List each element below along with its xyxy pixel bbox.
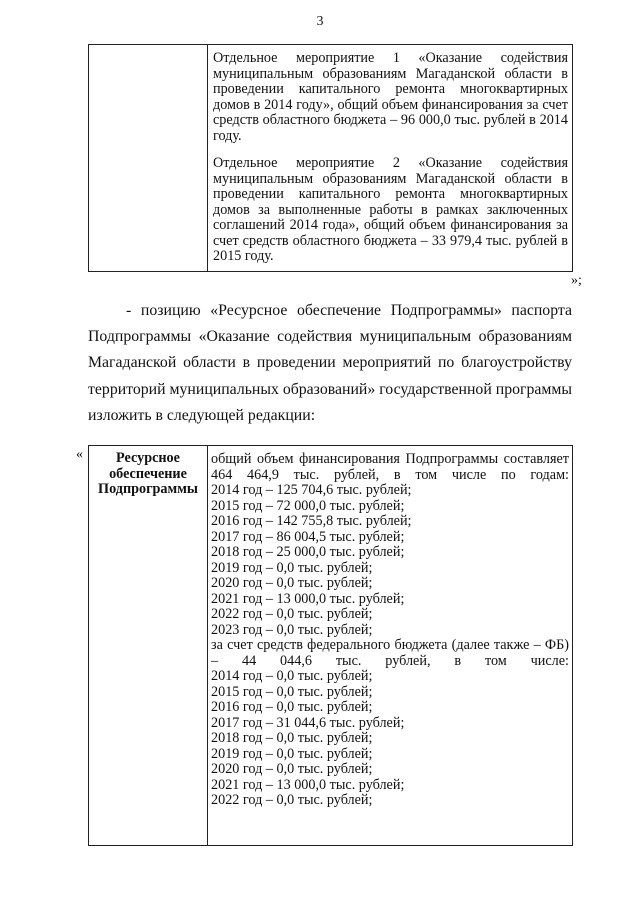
year-fb-line: 2015 год – 0,0 тыс. рублей; <box>211 683 373 700</box>
opening-quote: « <box>76 447 83 462</box>
closing-quote: »; <box>571 273 582 288</box>
body-line: Подпрограммы «Оказание содействия муниципальным образованиям <box>88 328 572 346</box>
years-fb-list <box>211 669 569 809</box>
year-total-line: 2019 год – 0,0 тыс. рублей; <box>211 559 373 576</box>
event-1-text: Отдельное мероприятие 1 «Оказание содействия муниципальным образованиям Магаданской области в проведении капитального ремонта многоквартирных домов в 2014 году», общий объем финансирования за счет средств областного бюджета – 96 000,0 тыс. рублей в 2014 году. <box>213 50 568 144</box>
table-label-cell-empty <box>89 45 208 272</box>
table-content-cell <box>208 45 573 272</box>
year-total-line: 2021 год – 13 000,0 тыс. рублей; <box>211 590 405 607</box>
year-total-line: 2022 год – 0,0 тыс. рублей; <box>211 606 373 622</box>
year-total-line: 2018 год – 25 000,0 тыс. рублей; <box>211 544 405 560</box>
year-fb-line: 2018 год – 0,0 тыс. рублей; <box>211 730 373 746</box>
year-fb-line: 2017 год – 31 044,6 тыс. рублей; <box>211 714 405 731</box>
body-line: - позицию «Ресурсное обеспечение Подпрограммы» паспорта <box>126 302 572 319</box>
year-fb-line: 2021 год – 13 000,0 тыс. рублей; <box>211 776 405 793</box>
resource-content-cell <box>208 446 573 846</box>
year-fb-line: 2019 год – 0,0 тыс. рублей; <box>211 745 373 762</box>
year-total-line: 2015 год – 72 000,0 тыс. рублей; <box>211 497 405 514</box>
year-total-line: 2020 год – 0,0 тыс. рублей; <box>211 575 373 591</box>
year-fb-line: 2016 год – 0,0 тыс. рублей; <box>211 699 373 715</box>
year-total-line: 2014 год – 125 704,6 тыс. рублей; <box>211 482 412 498</box>
passport-table-events <box>88 44 573 272</box>
body-line: изложить в следующей редакции: <box>88 406 316 424</box>
passport-table-resources <box>88 445 573 846</box>
resource-label-cell: Ресурсное обеспечение Подпрограммы <box>89 446 208 846</box>
year-fb-line: 2014 год – 0,0 тыс. рублей; <box>211 668 373 684</box>
body-line: территорий муниципальных образований» государственной программы <box>88 380 572 398</box>
federal-budget-text: за счет средств федерального бюджета (далее также – ФБ) – 44 044,6 тыс. рублей, в том числе: <box>211 637 569 669</box>
year-total-line: 2023 год – 0,0 тыс. рублей; <box>211 621 373 638</box>
year-total-line: 2016 год – 142 755,8 тыс. рублей; <box>211 513 412 529</box>
body-line: Магаданской области в проведении мероприятий по благоустройству <box>88 354 572 372</box>
page-number: 3 <box>316 14 324 29</box>
total-financing-text: общий объем финансирования Подпрограммы составляет 464 464,9 тыс. рублей, в том числе по годам: <box>211 451 569 483</box>
year-fb-line: 2022 год – 0,0 тыс. рублей; <box>211 792 373 808</box>
years-total-list <box>211 483 569 638</box>
year-fb-line: 2020 год – 0,0 тыс. рублей; <box>211 761 373 777</box>
event-2-text: Отдельное мероприятие 2 «Оказание содействия муниципальным образованиям Магаданской области в проведении капитального ремонта многоквартирных домов за выполненные работы в рамках заключенных соглашений 2014 года», общий объем финансирования за счет средств областного бюджета – 33 979,4 тыс. рублей в 2015 году. <box>213 155 568 264</box>
body-paragraph <box>88 298 572 429</box>
year-total-line: 2017 год – 86 004,5 тыс. рублей; <box>211 528 405 545</box>
